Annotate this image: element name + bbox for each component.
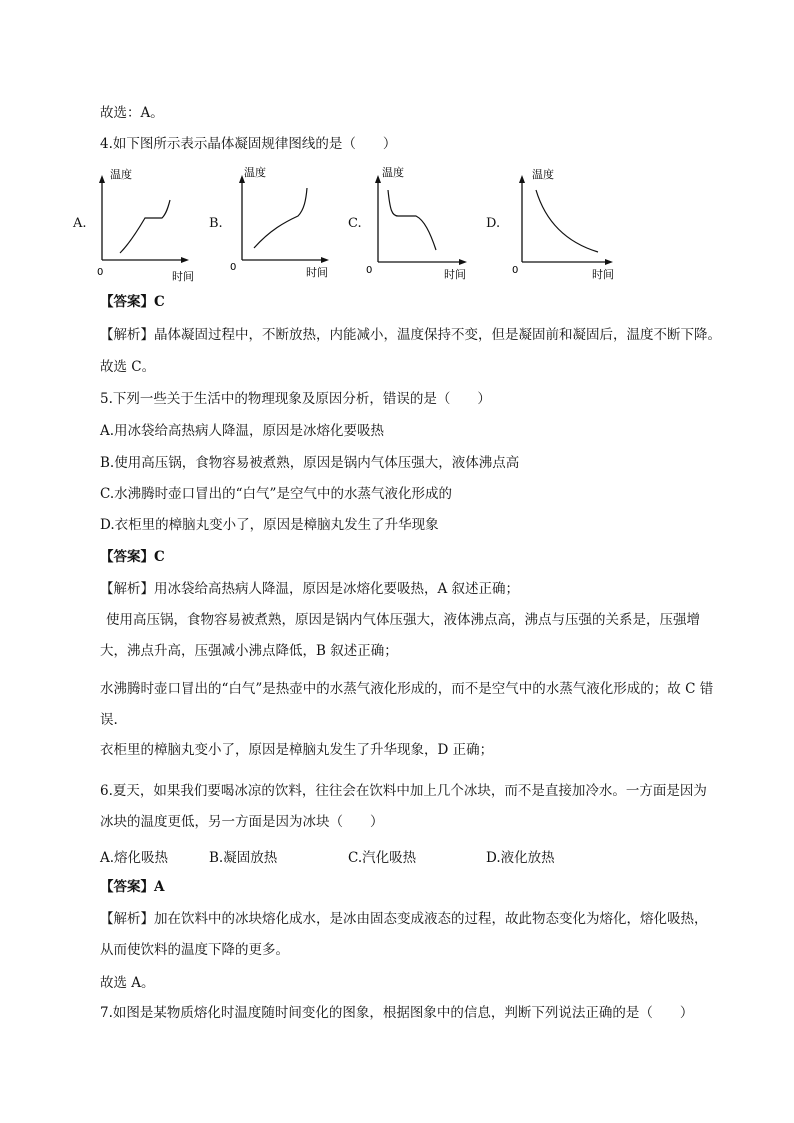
graph-b-origin: 0 [230,262,237,273]
q6-option-d: D.液化放热 [486,850,555,866]
q6-option-c: C.汽化吸热 [348,850,417,866]
graph-d-xlabel: 时间 [592,268,614,281]
q4-select: 故选 C。 [100,359,156,375]
graph-b-xlabel: 时间 [306,266,328,279]
q6-select: 故选 A。 [100,975,155,991]
q5-answer: 【答案】C [100,549,165,565]
graph-a [90,160,200,289]
graph-a-xlabel: 时间 [172,270,194,283]
question-4: 4.如下图所示表示晶体凝固规律图线的是（ ） [100,136,397,152]
q5-analysis-4: 衣柜里的樟脑丸变小了，原因是樟脑丸发生了升华现象，D 正确； [100,742,494,758]
q6-option-a: A.熔化吸热 [100,850,169,866]
option-b-label: B. [209,216,223,231]
question-5: 5.下列一些关于生活中的物理现象及原因分析，错误的是（ ） [100,391,491,407]
question-7: 7.如图是某物质熔化时温度随时间变化的图象，根据图象中的信息，判断下列说法正确的是（ ） [100,1005,694,1021]
option-a-label: A. [73,216,87,231]
line-select-a: 故选：A。 [100,105,164,121]
q5-analysis-2: 使用高压锅，食物容易被煮熟，原因是锅内气体压强大，液体沸点高，沸点与压强的关系是，压强增大，沸点升高，压强减小沸点降低，B 叙述正确； [100,612,700,659]
graph-c [366,160,476,289]
q5-option-b: B.使用高压锅，食物容易被煮熟，原因是锅内气体压强大，液体沸点高 [100,455,520,471]
q5-analysis-1: 【解析】用冰袋给高热病人降温，原因是冰熔化要吸热，A 叙述正确； [100,581,520,597]
q5-analysis-3: 水沸腾时壶口冒出的“白气”是热壶中的水蒸气液化形成的，而不是空气中的水蒸气液化形成的；故 C 错误. [100,681,714,728]
graph-b-ylabel: 温度 [244,166,266,179]
q5-option-a: A.用冰袋给高热病人降温，原因是冰熔化要吸热 [100,423,385,439]
graph-d [510,160,625,289]
option-d-label: D. [486,216,501,231]
graph-b [230,160,340,289]
q4-analysis: 【解析】晶体凝固过程中，不断放热，内能减小，温度保持不变，但是凝固前和凝固后，温度不断下降。 [100,327,721,343]
q6-option-b: B.凝固放热 [209,850,278,866]
q4-answer: 【答案】C [100,294,165,310]
graph-c-origin: 0 [366,265,373,276]
graph-c-ylabel: 温度 [382,166,404,179]
q5-option-c: C.水沸腾时壶口冒出的“白气”是空气中的水蒸气液化形成的 [100,486,452,502]
graph-d-ylabel: 温度 [532,168,554,181]
graph-d-origin: 0 [512,265,519,276]
graph-a-origin: 0 [97,267,104,278]
q5-option-d: D.衣柜里的樟脑丸变小了，原因是樟脑丸发生了升华现象 [100,517,439,533]
graph-c-xlabel: 时间 [444,268,466,281]
graph-a-ylabel: 温度 [110,168,132,181]
option-c-label: C. [348,216,362,231]
q6-answer: 【答案】A [100,879,165,895]
question-6: 6.夏天，如果我们要喝冰凉的饮料，往往会在饮料中加上几个冰块，而不是直接加冷水。一方面是因为冰块的温度更低，另一方面是因为冰块（ ） [100,783,707,830]
q6-analysis: 【解析】加在饮料中的冰块熔化成水，是冰由固态变成液态的过程，故此物态变化为熔化，熔化吸热，从而使饮料的温度下降的更多。 [100,911,708,958]
